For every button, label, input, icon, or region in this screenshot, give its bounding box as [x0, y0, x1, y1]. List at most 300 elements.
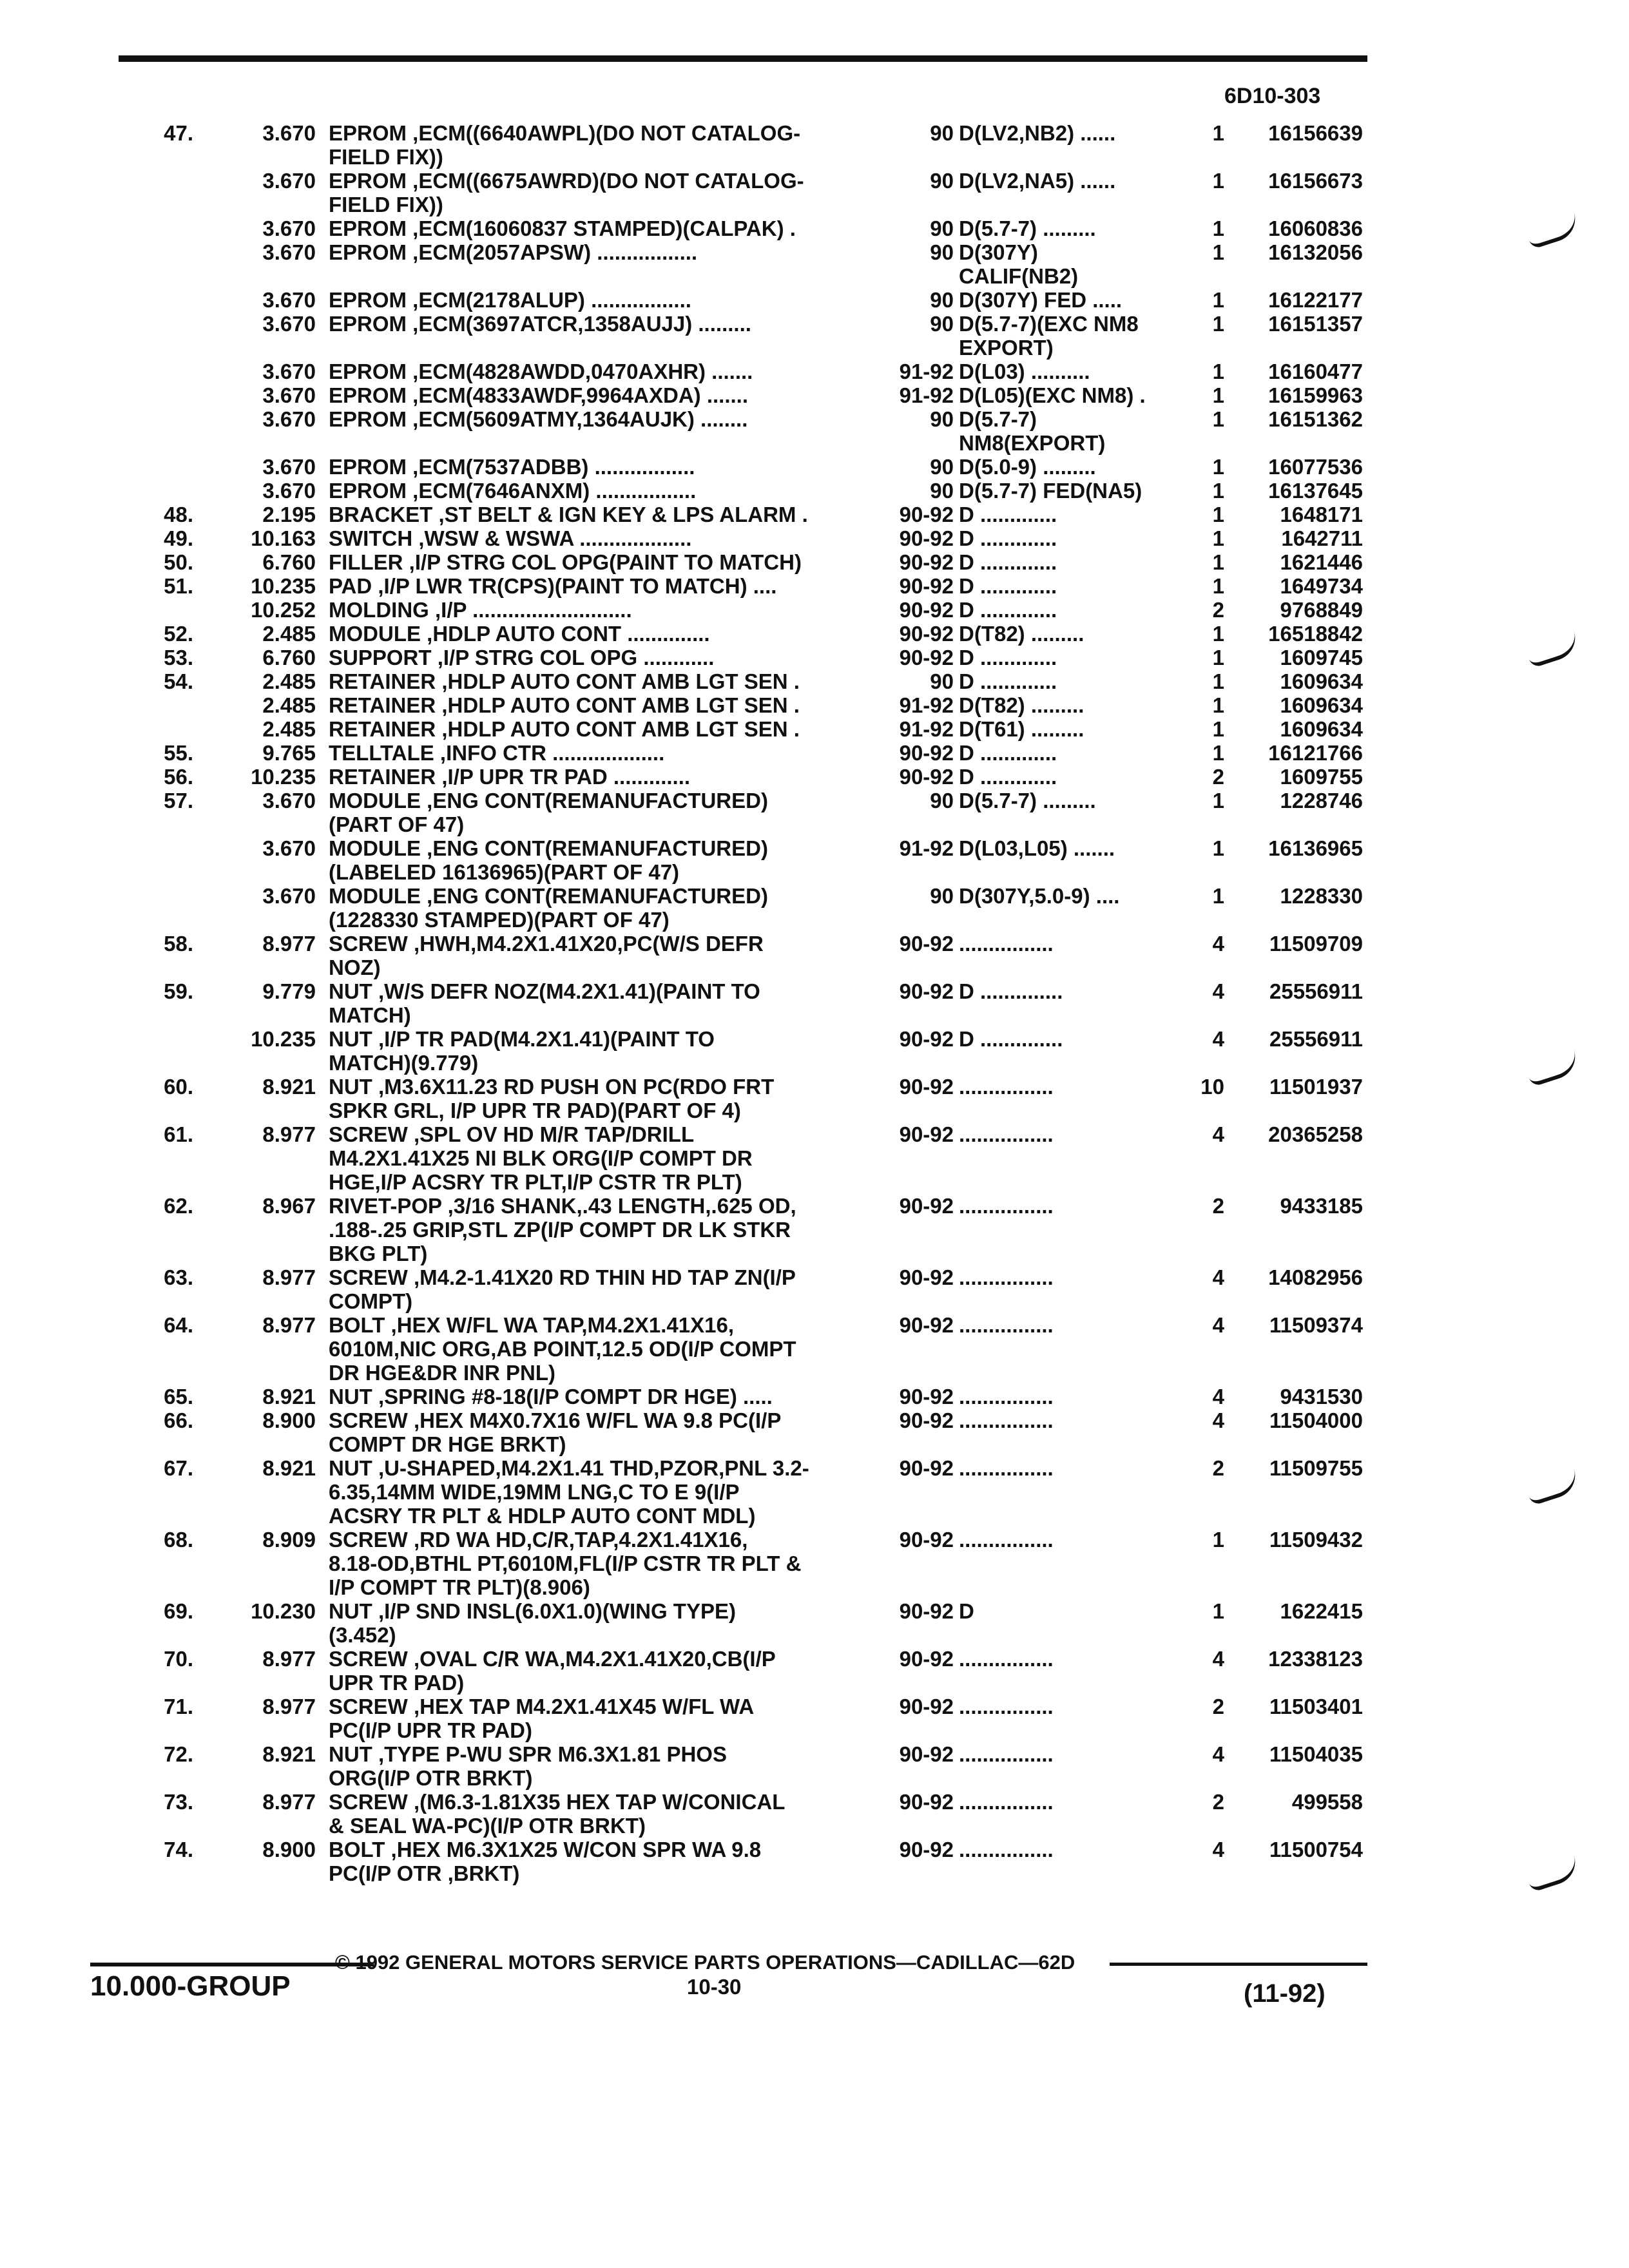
table-row [0, 1718, 1629, 1742]
quantity: 10 [1200, 1075, 1224, 1099]
part-number: 1609634 [1280, 693, 1363, 717]
quantity: 1 [1212, 574, 1224, 598]
part-number: 25556911 [1269, 979, 1363, 1003]
table-row [0, 1432, 1629, 1456]
quantity: 4 [1212, 1838, 1224, 1861]
description: EPROM ,ECM(16060837 STAMPED)(CALPAK) . [329, 216, 796, 240]
group-number: 8.977 [262, 1790, 316, 1814]
quantity: 1 [1212, 288, 1224, 312]
part-number: 1609634 [1280, 717, 1363, 741]
table-row [0, 145, 1629, 169]
item-number: 70. [164, 1647, 193, 1671]
description: (LABELED 16136965)(PART OF 47) [329, 860, 680, 884]
description: MOLDING ,I/P ........................... [329, 598, 632, 622]
usage-code: ................ [959, 932, 1054, 956]
description: BRACKET ,ST BELT & IGN KEY & LPS ALARM . [329, 503, 808, 526]
table-row [0, 264, 1629, 288]
group-number: 8.977 [262, 1265, 316, 1289]
table-row [0, 1313, 1629, 1337]
part-number: 1228746 [1280, 789, 1363, 812]
usage-code: ................ [959, 1313, 1054, 1337]
model-years: 90-92 [899, 1385, 954, 1408]
group-number: 3.670 [262, 360, 316, 383]
quantity: 4 [1212, 932, 1224, 956]
part-number: 16151362 [1268, 407, 1363, 431]
item-number: 67. [164, 1456, 193, 1480]
quantity: 1 [1212, 693, 1224, 717]
model-years: 90-92 [899, 526, 954, 550]
group-number: 3.670 [262, 884, 316, 908]
item-number: 54. [164, 669, 193, 693]
model-years: 90-92 [899, 1122, 954, 1146]
usage-code: ................ [959, 1265, 1054, 1289]
item-number: 55. [164, 741, 193, 765]
part-number: 16121766 [1268, 741, 1363, 765]
quantity: 1 [1212, 121, 1224, 145]
part-number: 1649734 [1280, 574, 1363, 598]
quantity: 1 [1212, 407, 1224, 431]
description: 6010M,NIC ORG,AB POINT,12.5 OD(I/P COMPT [329, 1337, 796, 1361]
table-row [0, 1695, 1629, 1718]
table-row [0, 669, 1629, 693]
part-number: 11500754 [1269, 1838, 1363, 1861]
group-number: 3.670 [262, 312, 316, 336]
description: & SEAL WA-PC)(I/P OTR BRKT) [329, 1814, 646, 1838]
date-code: (11-92) [1244, 1979, 1325, 2008]
group-number: 10.235 [251, 765, 316, 789]
description: .188-.25 GRIP,STL ZP(I/P COMPT DR LK STKR [329, 1218, 791, 1242]
model-years: 90-92 [899, 1265, 954, 1289]
quantity: 1 [1212, 383, 1224, 407]
quantity: 2 [1212, 1194, 1224, 1218]
table-row [0, 407, 1629, 431]
group-number: 3.670 [262, 169, 316, 193]
table-row [0, 1146, 1629, 1170]
item-number: 58. [164, 932, 193, 956]
model-years: 90 [930, 407, 954, 431]
item-number: 61. [164, 1122, 193, 1146]
group-number: 8.900 [262, 1838, 316, 1861]
part-number: 16151357 [1268, 312, 1363, 336]
usage-code: ................ [959, 1742, 1054, 1766]
table-row [0, 765, 1629, 789]
table-row [0, 550, 1629, 574]
group-number: 2.485 [262, 622, 316, 646]
description: EPROM ,ECM(5609ATMY,1364AUJK) ........ [329, 407, 748, 431]
usage-code: D(5.7-7) [959, 407, 1037, 431]
model-years: 90 [930, 121, 954, 145]
description: PC(I/P UPR TR PAD) [329, 1718, 532, 1742]
quantity: 1 [1212, 240, 1224, 264]
table-row [0, 1528, 1629, 1552]
description: SCREW ,RD WA HD,C/R,TAP,4.2X1.41X16, [329, 1528, 748, 1552]
quantity: 1 [1212, 503, 1224, 526]
model-years: 90-92 [899, 1647, 954, 1671]
quantity: 2 [1212, 1456, 1224, 1480]
model-years: 90 [930, 669, 954, 693]
model-years: 90-92 [899, 1408, 954, 1432]
table-row [0, 908, 1629, 932]
table-row [0, 1361, 1629, 1385]
usage-code: ................ [959, 1790, 1054, 1814]
table-row [0, 1289, 1629, 1313]
description: EPROM ,ECM(2178ALUP) ................. [329, 288, 691, 312]
quantity: 4 [1212, 1385, 1224, 1408]
model-years: 90-92 [899, 622, 954, 646]
table-row [0, 1003, 1629, 1027]
part-number: 1648171 [1280, 503, 1363, 526]
table-row [0, 860, 1629, 884]
part-number: 11509374 [1269, 1313, 1363, 1337]
quantity: 4 [1212, 1122, 1224, 1146]
usage-code: D .............. [959, 979, 1063, 1003]
model-years: 90-92 [899, 741, 954, 765]
footer-rule-right [1110, 1963, 1367, 1966]
description: UPR TR PAD) [329, 1671, 465, 1695]
description: I/P COMPT TR PLT)(8.906) [329, 1575, 590, 1599]
usage-code: ................ [959, 1456, 1054, 1480]
group-number: 2.485 [262, 669, 316, 693]
usage-code: D(5.7-7)(EXC NM8 [959, 312, 1139, 336]
model-years: 90-92 [899, 550, 954, 574]
item-number: 65. [164, 1385, 193, 1408]
description: SPKR GRL, I/P UPR TR PAD)(PART OF 4) [329, 1099, 741, 1122]
model-years: 90-92 [899, 932, 954, 956]
usage-code: ................ [959, 1528, 1054, 1552]
description: MATCH) [329, 1003, 411, 1027]
usage-code: D ............. [959, 741, 1057, 765]
table-row [0, 598, 1629, 622]
part-number: 11503401 [1269, 1695, 1363, 1718]
item-number: 59. [164, 979, 193, 1003]
description: FIELD FIX)) [329, 145, 443, 169]
usage-code: CALIF(NB2) [959, 264, 1079, 288]
usage-code: D(5.7-7) ......... [959, 216, 1096, 240]
model-years: 90 [930, 312, 954, 336]
usage-code: ................ [959, 1647, 1054, 1671]
part-number: 1609745 [1280, 646, 1363, 669]
part-number: 1642711 [1281, 526, 1363, 550]
description: RETAINER ,HDLP AUTO CONT AMB LGT SEN . [329, 669, 800, 693]
model-years: 90 [930, 169, 954, 193]
quantity: 1 [1212, 169, 1224, 193]
usage-code: ................ [959, 1385, 1054, 1408]
table-row [0, 1766, 1629, 1790]
group-number: 3.670 [262, 407, 316, 431]
table-row [0, 1575, 1629, 1599]
table-row [0, 693, 1629, 717]
usage-code: D(T82) ......... [959, 693, 1084, 717]
group-number: 8.977 [262, 1122, 316, 1146]
part-number: 11501937 [1269, 1075, 1363, 1099]
description: ACSRY TR PLT & HDLP AUTO CONT MDL) [329, 1504, 756, 1528]
table-row [0, 741, 1629, 765]
table-row [0, 1456, 1629, 1480]
description: RETAINER ,HDLP AUTO CONT AMB LGT SEN . [329, 717, 800, 741]
quantity: 1 [1212, 646, 1224, 669]
table-row [0, 1861, 1629, 1885]
description: NUT ,TYPE P-WU SPR M6.3X1.81 PHOS [329, 1742, 727, 1766]
group-number: 8.977 [262, 1313, 316, 1337]
model-years: 90-92 [899, 598, 954, 622]
quantity: 2 [1212, 1790, 1224, 1814]
table-row [0, 169, 1629, 193]
part-number: 1609634 [1280, 669, 1363, 693]
table-row [0, 216, 1629, 240]
usage-code: D [959, 1599, 974, 1623]
table-row [0, 646, 1629, 669]
group-number: 10.235 [251, 1027, 316, 1051]
description: COMPT DR HGE BRKT) [329, 1432, 566, 1456]
item-number: 64. [164, 1313, 193, 1337]
usage-code: D(307Y) FED ..... [959, 288, 1123, 312]
model-years: 91-92 [899, 693, 954, 717]
group-number: 10.235 [251, 574, 316, 598]
model-years: 90-92 [899, 1456, 954, 1480]
group-number: 3.670 [262, 288, 316, 312]
quantity: 1 [1212, 1528, 1224, 1552]
group-number: 3.670 [262, 216, 316, 240]
table-row [0, 1647, 1629, 1671]
group-number: 3.670 [262, 789, 316, 812]
part-number: 16137645 [1268, 479, 1363, 503]
group-label: 10.000-GROUP [90, 1970, 291, 2002]
description: EPROM ,ECM((6640AWPL)(DO NOT CATALOG- [329, 121, 801, 145]
description: RIVET-POP ,3/16 SHANK,.43 LENGTH,.625 OD, [329, 1194, 796, 1218]
description: NUT ,I/P TR PAD(M4.2X1.41)(PAINT TO [329, 1027, 715, 1051]
description: (PART OF 47) [329, 812, 465, 836]
group-number: 8.977 [262, 1647, 316, 1671]
quantity: 1 [1212, 741, 1224, 765]
item-number: 62. [164, 1194, 193, 1218]
quantity: 2 [1212, 1695, 1224, 1718]
description: SCREW ,(M6.3-1.81X35 HEX TAP W/CONICAL [329, 1790, 786, 1814]
model-years: 91-92 [899, 836, 954, 860]
description: SCREW ,SPL OV HD M/R TAP/DRILL [329, 1122, 695, 1146]
group-number: 9.779 [262, 979, 316, 1003]
usage-code: D(LV2,NB2) ...... [959, 121, 1116, 145]
group-number: 2.485 [262, 693, 316, 717]
group-number: 3.670 [262, 479, 316, 503]
part-number: 14082956 [1268, 1265, 1363, 1289]
group-number: 8.977 [262, 1695, 316, 1718]
quantity: 1 [1212, 669, 1224, 693]
table-row [0, 1051, 1629, 1075]
table-row [0, 812, 1629, 836]
model-years: 90 [930, 884, 954, 908]
quantity: 4 [1212, 1027, 1224, 1051]
quantity: 1 [1212, 550, 1224, 574]
model-years: 90-92 [899, 646, 954, 669]
description: NOZ) [329, 956, 381, 979]
item-number: 48. [164, 503, 193, 526]
description: 8.18-OD,BTHL PT,6010M,FL(I/P CSTR TR PLT & [329, 1552, 802, 1575]
group-number: 3.670 [262, 383, 316, 407]
description: MODULE ,ENG CONT(REMANUFACTURED) [329, 884, 768, 908]
model-years: 90 [930, 789, 954, 812]
usage-code: ................ [959, 1122, 1054, 1146]
quantity: 4 [1212, 1742, 1224, 1766]
description: FILLER ,I/P STRG COL OPG(PAINT TO MATCH) [329, 550, 802, 574]
item-number: 52. [164, 622, 193, 646]
table-row [0, 1814, 1629, 1838]
description: TELLTALE ,INFO CTR ................... [329, 741, 665, 765]
group-number: 6.760 [262, 550, 316, 574]
item-number: 50. [164, 550, 193, 574]
table-row [0, 979, 1629, 1003]
description: (1228330 STAMPED)(PART OF 47) [329, 908, 670, 932]
usage-code: ................ [959, 1695, 1054, 1718]
model-years: 90-92 [899, 1790, 954, 1814]
model-years: 90-92 [899, 1695, 954, 1718]
table-row [0, 1790, 1629, 1814]
item-number: 53. [164, 646, 193, 669]
table-row [0, 312, 1629, 336]
table-row [0, 1170, 1629, 1194]
item-number: 69. [164, 1599, 193, 1623]
model-years: 90-92 [899, 1075, 954, 1099]
description: SWITCH ,WSW & WSWA ................... [329, 526, 692, 550]
group-number: 3.670 [262, 240, 316, 264]
table-row [0, 1742, 1629, 1766]
item-number: 68. [164, 1528, 193, 1552]
description: RETAINER ,HDLP AUTO CONT AMB LGT SEN . [329, 693, 800, 717]
table-row [0, 1599, 1629, 1623]
part-number: 16132056 [1268, 240, 1363, 264]
table-row [0, 574, 1629, 598]
model-years: 90-92 [899, 1838, 954, 1861]
part-number: 9768849 [1280, 598, 1363, 622]
model-years: 90 [930, 216, 954, 240]
part-number: 16156639 [1268, 121, 1363, 145]
model-years: 90 [930, 288, 954, 312]
model-years: 91-92 [899, 383, 954, 407]
table-row [0, 503, 1629, 526]
description: M4.2X1.41X25 NI BLK ORG(I/P COMPT DR [329, 1146, 753, 1170]
description: NUT ,I/P SND INSL(6.0X1.0)(WING TYPE) [329, 1599, 736, 1623]
part-number: 12338123 [1268, 1647, 1363, 1671]
description: EPROM ,ECM((6675AWRD)(DO NOT CATALOG- [329, 169, 804, 193]
group-number: 10.252 [251, 598, 316, 622]
usage-code: D(L03,L05) ....... [959, 836, 1115, 860]
part-number: 1609755 [1280, 765, 1363, 789]
usage-code: ................ [959, 1194, 1054, 1218]
group-number: 2.195 [262, 503, 316, 526]
table-row [0, 240, 1629, 264]
group-number: 6.760 [262, 646, 316, 669]
description: SCREW ,M4.2-1.41X20 RD THIN HD TAP ZN(I/P [329, 1265, 796, 1289]
description: DR HGE&DR INR PNL) [329, 1361, 555, 1385]
table-row [0, 383, 1629, 407]
part-number: 9431530 [1280, 1385, 1363, 1408]
group-number: 8.921 [262, 1385, 316, 1408]
usage-code: D ............. [959, 550, 1057, 574]
table-row [0, 1385, 1629, 1408]
model-years: 90-92 [899, 1742, 954, 1766]
group-number: 10.163 [251, 526, 316, 550]
quantity: 1 [1212, 312, 1224, 336]
description: BKG PLT) [329, 1242, 428, 1265]
usage-code: D ............. [959, 598, 1057, 622]
part-number: 11509709 [1269, 932, 1363, 956]
description: PC(I/P OTR ,BRKT) [329, 1861, 520, 1885]
item-number: 72. [164, 1742, 193, 1766]
part-number: 16077536 [1268, 455, 1363, 479]
table-row [0, 1027, 1629, 1051]
page-code: 6D10-303 [1224, 84, 1321, 108]
description: ORG(I/P OTR BRKT) [329, 1766, 533, 1790]
description: EPROM ,ECM(3697ATCR,1358AUJJ) ......... [329, 312, 751, 336]
table-row [0, 1480, 1629, 1504]
model-years: 90 [930, 240, 954, 264]
usage-code: ................ [959, 1408, 1054, 1432]
footer-rule-left [90, 1963, 374, 1966]
group-number: 8.909 [262, 1528, 316, 1552]
table-row [0, 932, 1629, 956]
quantity: 4 [1212, 1647, 1224, 1671]
part-number: 16122177 [1268, 288, 1363, 312]
table-row [0, 1552, 1629, 1575]
quantity: 1 [1212, 884, 1224, 908]
description: (3.452) [329, 1623, 396, 1647]
usage-code: D(5.7-7) FED(NA5) [959, 479, 1142, 503]
item-number: 71. [164, 1695, 193, 1718]
description: NUT ,W/S DEFR NOZ(M4.2X1.41)(PAINT TO [329, 979, 760, 1003]
description: EPROM ,ECM(7646ANXM) ................. [329, 479, 697, 503]
table-row [0, 193, 1629, 216]
part-number: 11509432 [1269, 1528, 1363, 1552]
group-number: 3.670 [262, 836, 316, 860]
model-years: 90-92 [899, 1599, 954, 1623]
quantity: 4 [1212, 979, 1224, 1003]
group-number: 8.921 [262, 1742, 316, 1766]
model-years: 90-92 [899, 1194, 954, 1218]
usage-code: D ............. [959, 765, 1057, 789]
model-years: 91-92 [899, 360, 954, 383]
item-number: 63. [164, 1265, 193, 1289]
table-row [0, 836, 1629, 860]
part-number: 11504000 [1269, 1408, 1363, 1432]
group-number: 3.670 [262, 455, 316, 479]
usage-code: NM8(EXPORT) [959, 431, 1106, 455]
model-years: 90-92 [899, 1528, 954, 1552]
description: NUT ,U-SHAPED,M4.2X1.41 THD,PZOR,PNL 3.2- [329, 1456, 809, 1480]
quantity: 4 [1212, 1313, 1224, 1337]
group-number: 8.967 [262, 1194, 316, 1218]
table-row [0, 1075, 1629, 1099]
group-number: 10.230 [251, 1599, 316, 1623]
group-number: 2.485 [262, 717, 316, 741]
item-number: 66. [164, 1408, 193, 1432]
table-row [0, 288, 1629, 312]
table-row [0, 431, 1629, 455]
part-number: 16518842 [1268, 622, 1363, 646]
description: COMPT) [329, 1289, 413, 1313]
table-row [0, 1623, 1629, 1647]
table-row [0, 1671, 1629, 1695]
description: PAD ,I/P LWR TR(CPS)(PAINT TO MATCH) .... [329, 574, 777, 598]
table-row [0, 455, 1629, 479]
model-years: 90-92 [899, 1313, 954, 1337]
part-number: 1228330 [1280, 884, 1363, 908]
table-row [0, 1099, 1629, 1122]
description: EPROM ,ECM(4833AWDF,9964AXDA) ....... [329, 383, 748, 407]
description: SCREW ,OVAL C/R WA,M4.2X1.41X20,CB(I/P [329, 1647, 776, 1671]
item-number: 51. [164, 574, 193, 598]
group-number: 8.900 [262, 1408, 316, 1432]
table-row [0, 884, 1629, 908]
part-number: 1621446 [1280, 550, 1363, 574]
